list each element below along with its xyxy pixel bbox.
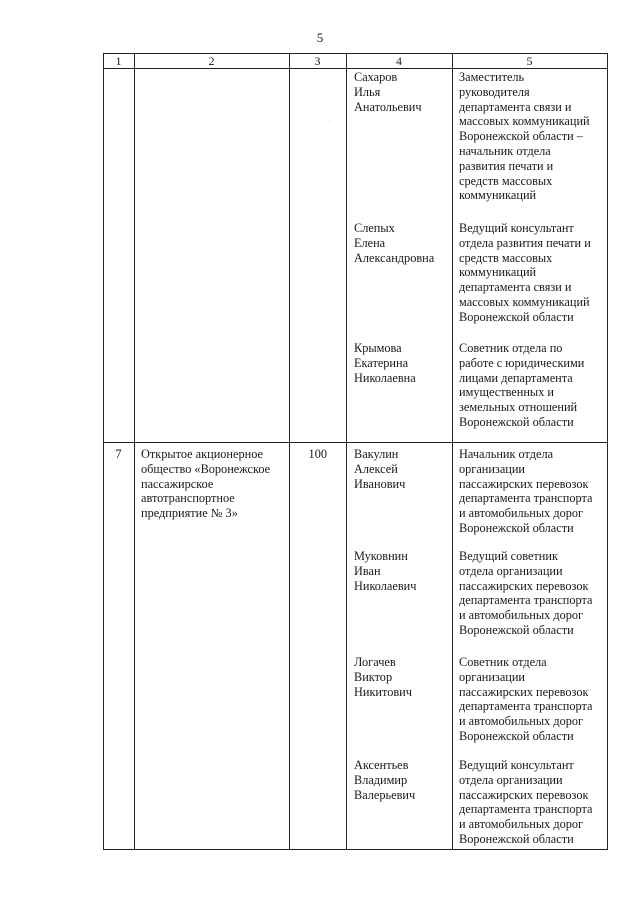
- member-name: Логачев Виктор Никитович: [354, 655, 412, 699]
- member-name: Вакулин Алексей Иванович: [354, 447, 406, 491]
- member-position: Советник отдела по работе с юридическими лицами департамента имущественных и земельных отношений Воронежской области: [459, 341, 585, 429]
- member-name: Муковнин Иван Николаевич: [354, 549, 417, 593]
- members-table: [103, 53, 608, 850]
- row-separator: [103, 442, 608, 443]
- column-border: [346, 53, 347, 850]
- row-number: 7: [115, 447, 122, 461]
- member-name: Сахаров Илья Анатольевич: [354, 70, 422, 114]
- member-position: Советник отдела организации пассажирских перевозок департамента транспорта и автомобильных дорог Воронежской области: [459, 655, 593, 743]
- column-header: 2: [208, 54, 215, 68]
- member-position: Ведущий советник отдела организации пассажирских перевозок департамента транспорта и автомобильных дорог Воронежской области: [459, 549, 593, 637]
- column-header: 3: [314, 54, 321, 68]
- member-position: Ведущий консультант отдела развития печати и средств массовых коммуникаций департамента связи и массовых коммуникаций Воронежской области: [459, 221, 591, 324]
- member-position: Заместитель руководителя департамента связи и массовых коммуникаций Воронежской области – начальник отдела развития печати и средств массовых коммуникаций: [459, 70, 590, 203]
- column-header: 5: [526, 54, 533, 68]
- scan-speck: ·: [329, 119, 331, 125]
- page-number: 5: [316, 30, 324, 45]
- column-header: 4: [396, 54, 402, 68]
- table-bottom-border: [103, 849, 608, 850]
- column-border: [452, 53, 453, 850]
- column-border: [607, 53, 608, 850]
- share-value: 100: [308, 447, 327, 461]
- header-row-border: [103, 68, 608, 69]
- member-position: Начальник отдела организации пассажирских перевозок департамента транспорта и автомобильных дорог Воронежской области: [459, 447, 593, 535]
- column-header: 1: [115, 54, 122, 68]
- member-name: Крымова Екатерина Николаевна: [354, 341, 416, 385]
- organization-name: Открытое акционерное общество «Воронежское пассажирское автотранспортное предприятие № 3»: [141, 447, 271, 521]
- member-position: Ведущий консультант отдела организации пассажирских перевозок департамента транспорта и автомобильных дорог Воронежской области: [459, 758, 593, 846]
- member-name: Аксентьев Владимир Валерьевич: [354, 758, 416, 802]
- member-name: Слепых Елена Александровна: [354, 221, 435, 265]
- column-border: [134, 53, 135, 850]
